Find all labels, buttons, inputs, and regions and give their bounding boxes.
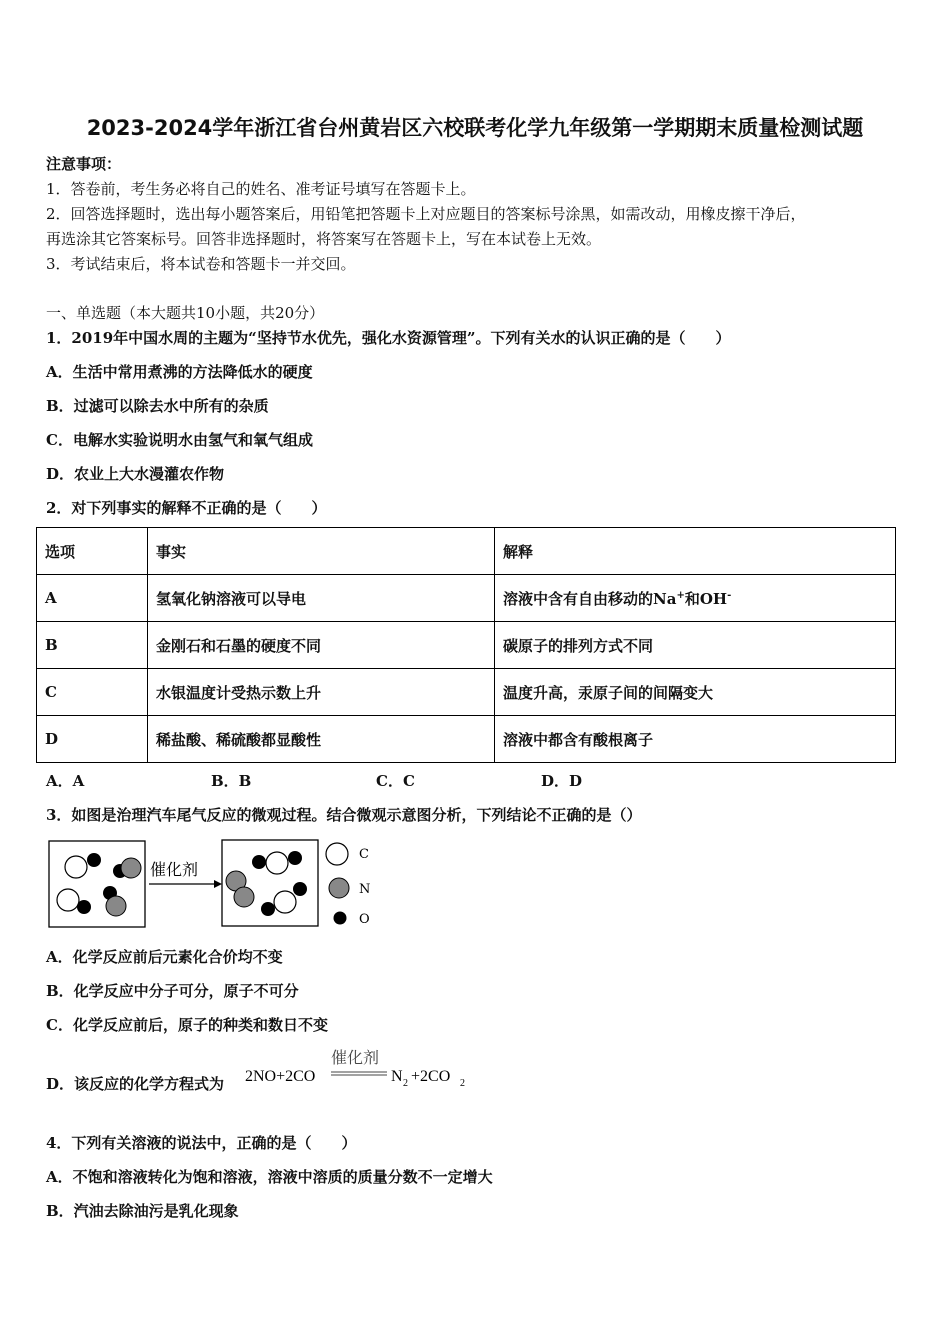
legend-label: N: [359, 882, 371, 897]
table-header-row: [37, 528, 896, 575]
q2-option-a: A．A: [46, 772, 85, 790]
page-title: 2023-2024学年浙江省台州黄岩区六校联考化学九年级第一学期期末质量检测试题: [86, 116, 864, 140]
q3-option-b: B．化学反应中分子可分，原子不可分: [46, 982, 299, 1000]
q2-option-c: C．C: [376, 772, 415, 790]
notice-item: 再选涂其它答案标号。回答非选择题时，将答案写在答题卡上，写在本试卷上无效。: [46, 230, 602, 248]
table-row: [37, 669, 896, 716]
q1-option-a: A．生活中常用煮沸的方法降低水的硬度: [46, 363, 313, 381]
carbon-atom: [65, 856, 87, 878]
arrow-head: [214, 880, 222, 888]
equation-reactants: 2NO+2CO: [245, 1068, 316, 1085]
oxygen-atom: [87, 853, 101, 867]
molecule-co2: [261, 882, 307, 916]
q3-option-d: D．该反应的化学方程式为: [46, 1075, 225, 1093]
notice-item: 2．回答选择题时，选出每小题答案后，用铅笔把答题卡上对应题目的答案标号涂黑，如需改动，用橡皮擦干净后，: [46, 205, 806, 223]
superscript: +: [676, 589, 685, 601]
q4-stem: 4．下列有关溶液的说法中，正确的是（ ）: [46, 1134, 357, 1152]
table-row: [37, 622, 896, 669]
notice-item: 1．答卷前，考生务必将自己的姓名、准考证号填写在答题卡上。: [46, 180, 476, 198]
molecule-no: [113, 858, 141, 878]
table-cell: B: [37, 622, 148, 669]
molecule-co2: [252, 851, 302, 874]
table-cell: 氢氧化钠溶液可以导电: [148, 575, 495, 622]
equation-products: +2CO: [411, 1068, 451, 1085]
cell-text: 溶液中含有自由移动的Na: [503, 589, 677, 608]
table-cell: D: [37, 716, 148, 763]
q1-option-d: D．农业上大水漫灌农作物: [46, 465, 225, 483]
q1-stem: 1．2019年中国水周的主题为“坚持节水优先，强化水资源管理”。下列有关水的认识正确的是（ ）: [46, 329, 731, 347]
table-cell: 溶液中都含有酸根离子: [495, 716, 896, 763]
header-cell: 选项: [37, 528, 148, 575]
table-cell: 金刚石和石墨的硬度不同: [148, 622, 495, 669]
catalyst-label: 催化剂: [150, 860, 199, 879]
reaction-diagram: [46, 836, 406, 932]
superscript: -: [727, 589, 732, 601]
equation-catalyst: 催化剂: [331, 1048, 380, 1067]
table-cell: A: [37, 575, 148, 622]
nitrogen-atom: [121, 858, 141, 878]
molecule-co: [65, 853, 101, 878]
header-cell: 解释: [495, 528, 896, 575]
q2-option-d: D．D: [541, 772, 583, 790]
equation-n: N: [391, 1068, 403, 1085]
q2-option-b: B．B: [211, 772, 252, 790]
table-cell: 稀盐酸、稀硫酸都显酸性: [148, 716, 495, 763]
section-heading: 一、单选题（本大题共10小题，共20分）: [46, 304, 325, 322]
carbon-legend-icon: [326, 843, 348, 865]
molecule-co: [57, 889, 91, 914]
table-row: [37, 575, 896, 622]
q4-option-b: B．汽油去除油污是乳化现象: [46, 1202, 239, 1220]
oxygen-atom: [261, 902, 275, 916]
oxygen-atom: [252, 855, 266, 869]
header-cell: 事实: [148, 528, 495, 575]
q2-table: [36, 527, 896, 763]
molecule-no: [103, 886, 126, 916]
nitrogen-atom: [106, 896, 126, 916]
q2-answer-options: [46, 770, 706, 791]
q3-stem: 3．如图是治理汽车尾气反应的微观过程。结合微观示意图分析，下列结论不正确的是（）: [46, 806, 642, 824]
carbon-atom: [266, 852, 288, 874]
oxygen-legend-icon: [334, 912, 347, 925]
nitrogen-legend-icon: [329, 878, 349, 898]
nitrogen-atom: [234, 887, 254, 907]
q3-option-c: C．化学反应前后，原子的种类和数日不变: [46, 1016, 328, 1034]
carbon-atom: [274, 891, 296, 913]
table-cell: 碳原子的排列方式不同: [495, 622, 896, 669]
equation-co-subscript: 2: [460, 1078, 465, 1089]
table-cell: C: [37, 669, 148, 716]
legend-label: C: [359, 847, 369, 862]
carbon-atom: [57, 889, 79, 911]
legend-label: O: [359, 912, 370, 927]
chemical-equation: [243, 1045, 483, 1095]
table-cell: 温度升高，汞原子间的间隔变大: [495, 669, 896, 716]
table-cell: 水银温度计受热示数上升: [148, 669, 495, 716]
legend: [326, 843, 370, 927]
table-row: [37, 716, 896, 763]
notice-item: 3．考试结束后，将本试卷和答题卡一并交回。: [46, 255, 356, 273]
cell-text: 和OH: [684, 589, 728, 608]
q4-option-a: A．不饱和溶液转化为饱和溶液，溶液中溶质的质量分数不一定增大: [46, 1168, 493, 1186]
q3-option-a: A．化学反应前后元素化合价均不变: [46, 948, 283, 966]
q1-option-b: B．过滤可以除去水中所有的杂质: [46, 397, 269, 415]
oxygen-atom: [288, 851, 302, 865]
table-cell: [495, 575, 896, 622]
q1-option-c: C．电解水实验说明水由氢气和氧气组成: [46, 431, 313, 449]
oxygen-atom: [293, 882, 307, 896]
oxygen-atom: [77, 900, 91, 914]
equation-n-subscript: 2: [403, 1078, 408, 1089]
molecule-n2: [226, 871, 254, 907]
q2-stem: 2．对下列事实的解释不正确的是（ ）: [46, 499, 327, 517]
notice-heading: 注意事项：: [46, 155, 122, 173]
